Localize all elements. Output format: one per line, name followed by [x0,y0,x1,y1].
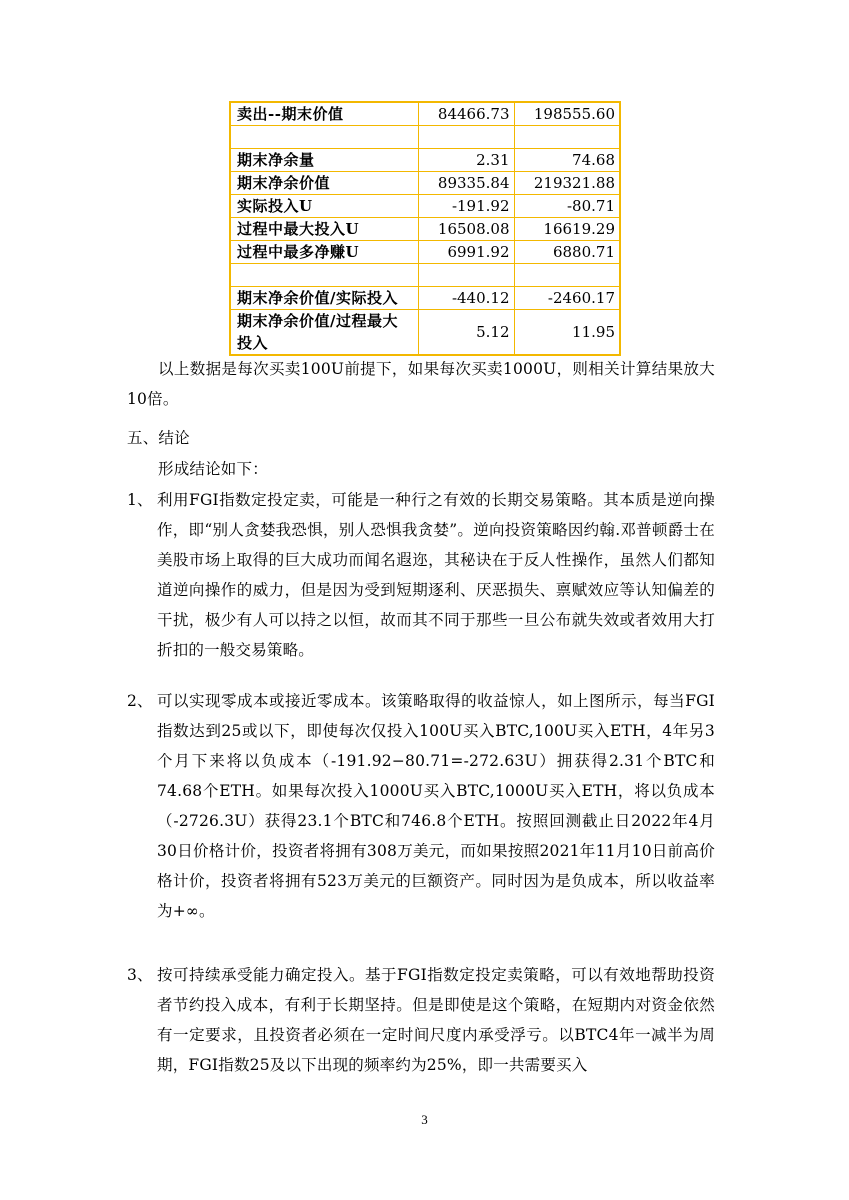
btc-value: 16508.08 [418,218,514,241]
eth-value: 11.95 [514,310,620,356]
item-number: 3、 [127,966,153,984]
btc-value [418,126,514,149]
table-row [230,102,620,126]
btc-value: 89335.84 [418,172,514,195]
row-label: 期末净余价值/实际投入 [230,287,418,310]
row-label: 实际投入U [230,195,418,218]
conclusion-intro: 形成结论如下： [158,460,268,478]
conclusion-item-3 [127,960,715,1080]
item-text: 按可持续承受能力确定投入。基于FGI指数定投定卖策略，可以有效地帮助投资者节约投入成本，有利于长期坚持。但是即使是这个策略，在短期内对资金依然有一定要求，且投资者必须在一定时间尺度内承受浮亏。以BTC4年一减半为周期，FGI指数25及以下出现的频率约为25%，即一共需要买入 [157,966,715,1074]
eth-value: 6880.71 [514,241,620,264]
item-text: 利用FGI指数定投定卖，可能是一种行之有效的长期交易策略。其本质是逆向操作，即“别人贪婪我恐惧，别人恐惧我贪婪”。逆向投资策略因约翰.邓普顿爵士在美股市场上取得的巨大成功而闻名遐迩，其秘诀在于反人性操作，虽然人们都知道逆向操作的威力，但是因为受到短期逐利、厌恶损失、禀赋效应等认知偏差的干扰，极少有人可以持之以恒，故而其不同于那些一旦公布就失效或者效用大打折扣的一般交易策略。 [157,491,715,659]
eth-value: 219321.88 [514,172,620,195]
row-label [230,126,418,149]
btc-value: 5.12 [418,310,514,356]
table-row-empty [230,264,620,287]
eth-value: -2460.17 [514,287,620,310]
page-number: 3 [421,1112,428,1127]
table-row [230,218,620,241]
row-label: 过程中最多净赚U [230,241,418,264]
table-row [230,149,620,172]
item-number: 2、 [127,692,153,710]
row-label: 期末净余价值/过程最大投入 [230,310,418,356]
btc-value: 2.31 [418,149,514,172]
btc-value: 84466.73 [418,102,514,126]
row-label: 期末净余量 [230,149,418,172]
item-text: 可以实现零成本或接近零成本。该策略取得的收益惊人，如上图所示，每当FGI指数达到25或以下，即使每次仅投入100U买入BTC,100U买入ETH，4年另3个月下来将以负成本（-191.92−80.71=-272.63U）拥获得2.31个BTC和74.68个ETH。如果每次投入1000U买入BTC,1000U买入ETH，将以负成本（-2726.3U）获得23.1个BTC和746.8个ETH。按照回测截止日2022年4月30日价格计价，投资者将拥有308万美元，而如果按照2021年11月10日前高价格计价，投资者将拥有523万美元的巨额资产。同时因为是负成本，所以收益率为+∞。 [157,692,715,920]
eth-value [514,126,620,149]
table-row [230,310,620,356]
btc-value [418,264,514,287]
btc-value: -440.12 [418,287,514,310]
row-label [230,264,418,287]
btc-value: -191.92 [418,195,514,218]
row-label: 过程中最大投入U [230,218,418,241]
item-number: 1、 [127,491,153,509]
eth-value: 198555.60 [514,102,620,126]
section-heading: 五、结论 [127,429,190,447]
results-table [229,101,621,356]
table-note: 以上数据是每次买卖100U前提下，如果每次买卖1000U，则相关计算结果放大10倍。 [127,360,715,408]
eth-value [514,264,620,287]
btc-value: 6991.92 [418,241,514,264]
table-row [230,287,620,310]
table-row [230,195,620,218]
conclusion-item-1 [127,485,715,665]
row-label: 期末净余价值 [230,172,418,195]
eth-value: 74.68 [514,149,620,172]
table-row [230,241,620,264]
eth-value: -80.71 [514,195,620,218]
eth-value: 16619.29 [514,218,620,241]
conclusion-item-2 [127,686,715,926]
table-row-empty [230,126,620,149]
table-row [230,172,620,195]
row-label: 卖出--期末价值 [230,102,418,126]
